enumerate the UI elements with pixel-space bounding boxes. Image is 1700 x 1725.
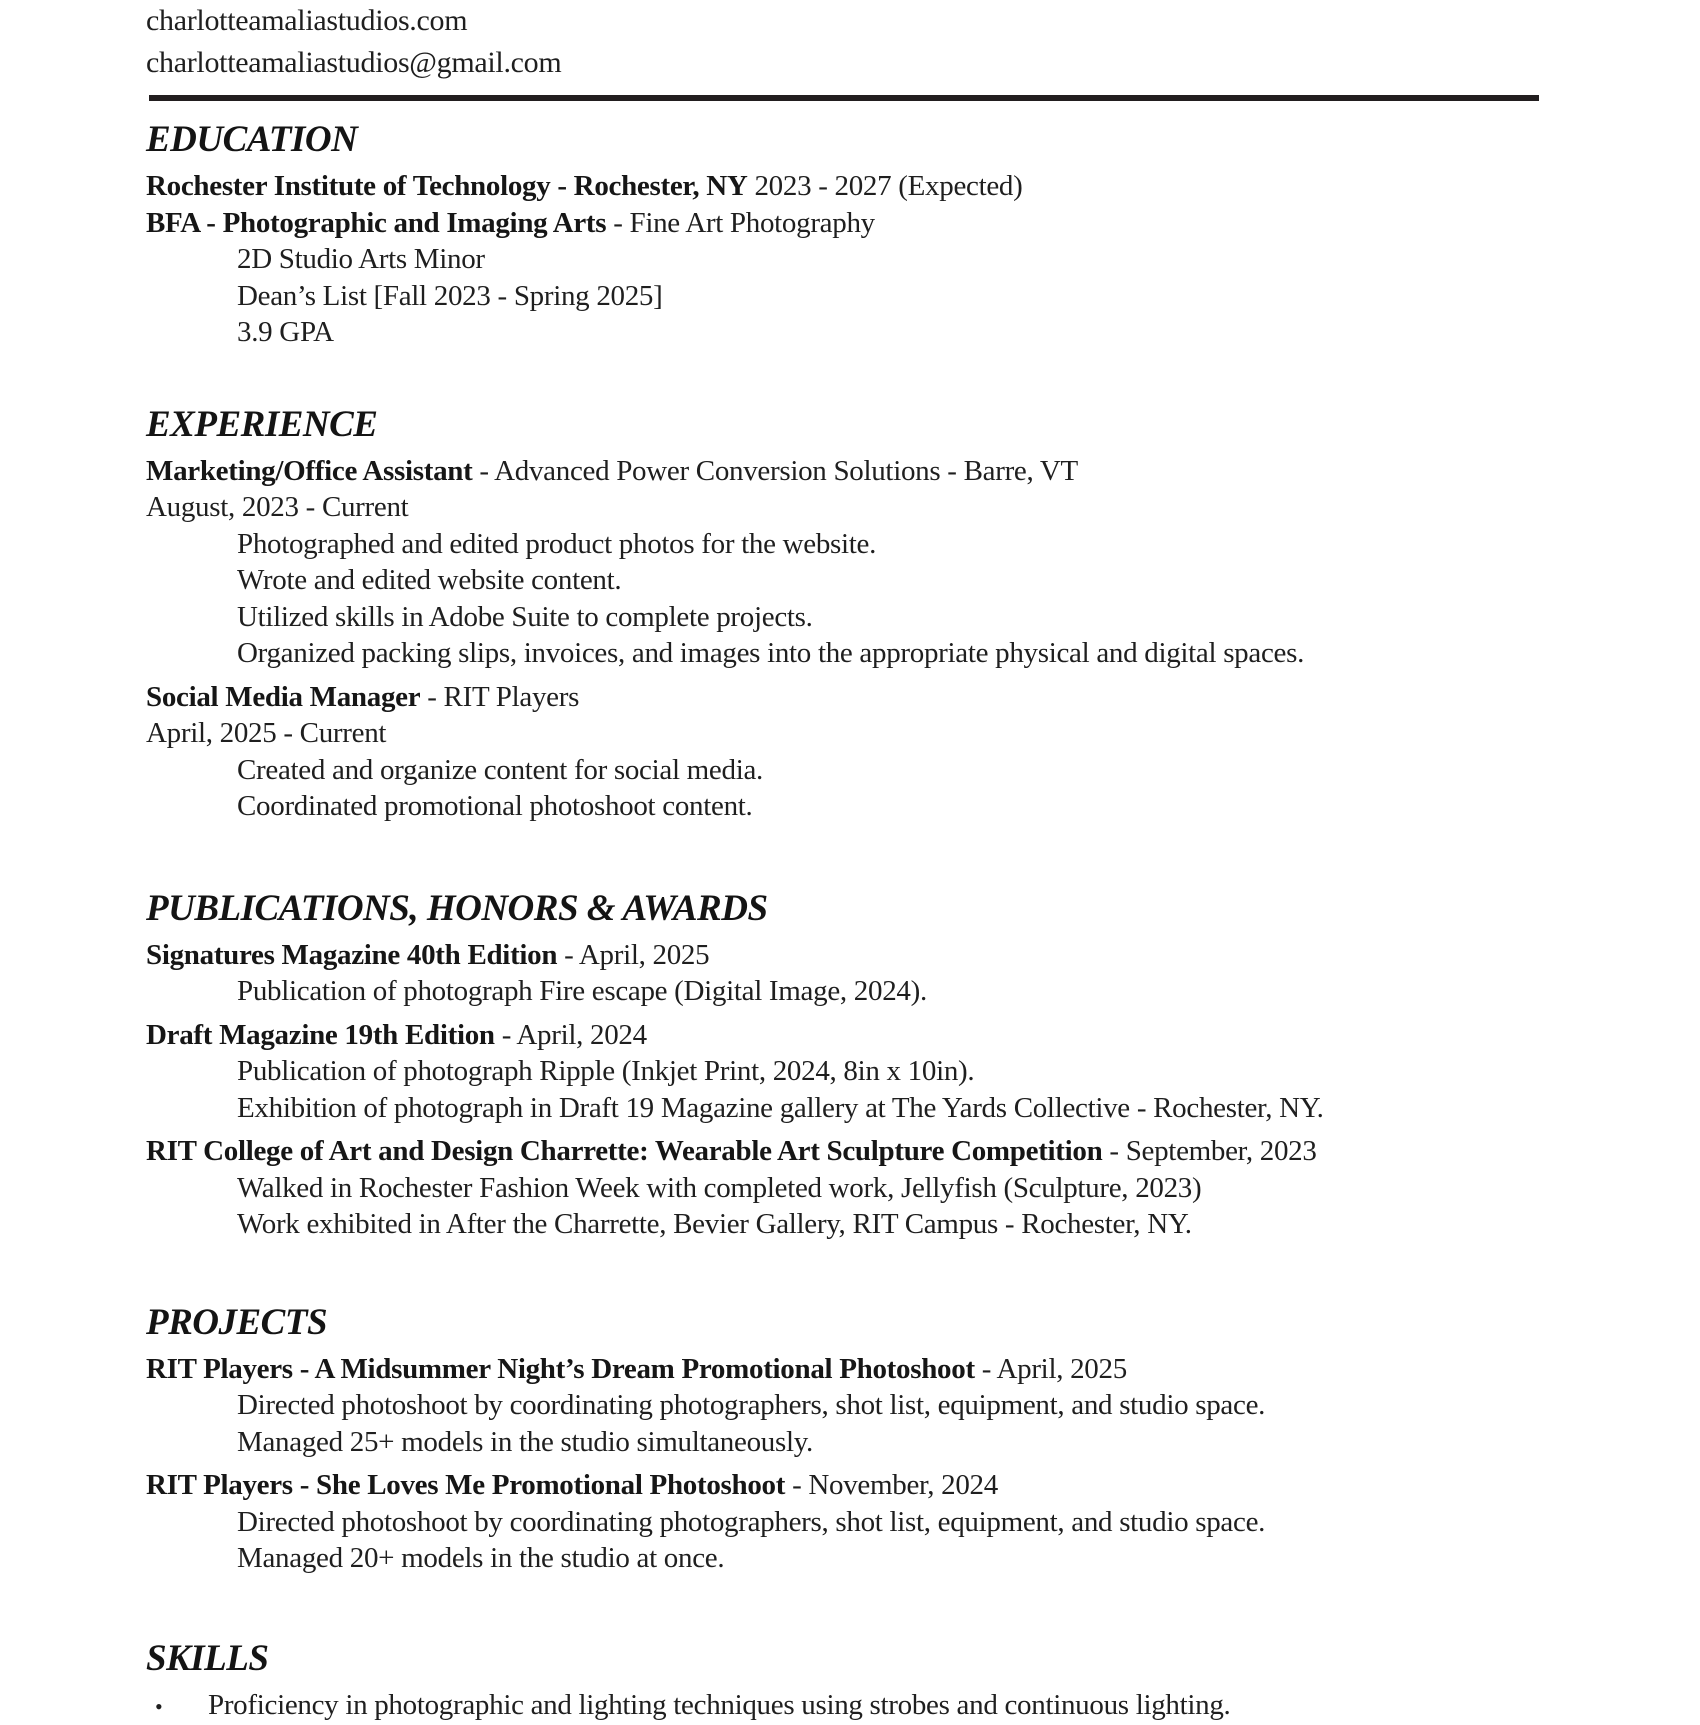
line-text: Wrote and edited website content. xyxy=(237,564,621,596)
line-text: - RIT Players xyxy=(420,681,579,713)
detail-line xyxy=(146,489,1670,526)
section-heading-publications: PUBLICATIONS, HONORS & AWARDS xyxy=(146,887,1670,930)
detail-line xyxy=(146,752,1670,789)
line-text: Work exhibited in After the Charrette, Bevier Gallery, RIT Campus - Rochester, NY. xyxy=(237,1208,1192,1240)
detail-line xyxy=(146,635,1670,672)
line-text: - September, 2023 xyxy=(1102,1135,1316,1167)
line-text: Publication of photograph Ripple (Inkjet Print, 2024, 8in x 10in). xyxy=(237,1055,974,1087)
title-bold-text: Signatures Magazine 40th Edition xyxy=(146,939,557,971)
entry-title-line xyxy=(146,937,1670,974)
detail-line xyxy=(146,562,1670,599)
section-projects xyxy=(146,1301,1670,1577)
entry-title-line xyxy=(146,168,1670,205)
line-text: Managed 20+ models in the studio at once. xyxy=(237,1542,724,1574)
detail-line xyxy=(146,1387,1670,1424)
line-text: Exhibition of photograph in Draft 19 Magazine gallery at The Yards Collective - Rochester, NY. xyxy=(237,1092,1324,1124)
title-bold-text: Social Media Manager xyxy=(146,681,420,713)
detail-line xyxy=(146,599,1670,636)
line-text: - April, 2025 xyxy=(557,939,709,971)
line-text: April, 2025 - Current xyxy=(146,717,386,749)
section-experience xyxy=(146,403,1670,825)
title-bold-text: RIT Players - A Midsummer Night’s Dream Promotional Photoshoot xyxy=(146,1353,975,1385)
skills-entry xyxy=(146,1687,1670,1725)
entry-title-line xyxy=(146,1133,1670,1170)
line-text: 2023 - 2027 (Expected) xyxy=(748,170,1023,202)
line-text: - Fine Art Photography xyxy=(606,207,875,239)
entry-title-line xyxy=(146,1017,1670,1054)
education-entry xyxy=(146,168,1670,351)
line-text: Organized packing slips, invoices, and images into the appropriate physical and digital spaces. xyxy=(237,637,1304,669)
line-text: August, 2023 - Current xyxy=(146,491,408,523)
line-text: 3.9 GPA xyxy=(237,316,334,348)
title-bold-text: Draft Magazine 19th Edition xyxy=(146,1019,495,1051)
publications-entry xyxy=(146,1133,1670,1243)
divider-rule xyxy=(149,95,1539,101)
title-bold-text: Rochester Institute of Technology - Rochester, NY xyxy=(146,170,748,202)
detail-line xyxy=(146,1090,1670,1127)
line-text: Managed 25+ models in the studio simultaneously. xyxy=(237,1426,813,1458)
bullet-line xyxy=(146,1687,1670,1725)
detail-line xyxy=(146,973,1670,1010)
section-education xyxy=(146,118,1670,351)
experience-entry xyxy=(146,679,1670,825)
bullet-icon: • xyxy=(155,1689,208,1725)
title-bold-text: RIT College of Art and Design Charrette: Wearable Art Sculpture Competition xyxy=(146,1135,1102,1167)
detail-line xyxy=(146,241,1670,278)
entry-title-line xyxy=(146,453,1670,490)
detail-line xyxy=(146,278,1670,315)
section-heading-education: EDUCATION xyxy=(146,118,1670,161)
contact-email: charlotteamaliastudios@gmail.com xyxy=(146,42,1670,84)
title-bold-text: BFA - Photographic and Imaging Arts xyxy=(146,207,606,239)
line-text: Coordinated promotional photoshoot content. xyxy=(237,790,752,822)
section-skills xyxy=(146,1637,1670,1725)
resume-sections xyxy=(146,118,1670,1725)
line-text: Directed photoshoot by coordinating photographers, shot list, equipment, and studio space. xyxy=(237,1506,1265,1538)
entry-title-line xyxy=(146,1467,1670,1504)
line-text: Photographed and edited product photos for the website. xyxy=(237,528,876,560)
title-bold-text: Marketing/Office Assistant xyxy=(146,455,472,487)
contact-website: charlotteamaliastudios.com xyxy=(146,0,1670,42)
line-text: - April, 2024 xyxy=(495,1019,647,1051)
detail-line xyxy=(146,788,1670,825)
entry-title-line xyxy=(146,205,1670,242)
publications-entry xyxy=(146,1017,1670,1127)
section-heading-skills: SKILLS xyxy=(146,1637,1670,1680)
section-publications xyxy=(146,887,1670,1243)
line-text: - April, 2025 xyxy=(975,1353,1127,1385)
detail-line xyxy=(146,1504,1670,1541)
detail-line xyxy=(146,1540,1670,1577)
projects-entry xyxy=(146,1351,1670,1461)
detail-line xyxy=(146,314,1670,351)
line-text: Walked in Rochester Fashion Week with completed work, Jellyfish (Sculpture, 2023) xyxy=(237,1172,1201,1204)
publications-entry xyxy=(146,937,1670,1010)
section-heading-projects: PROJECTS xyxy=(146,1301,1670,1344)
line-text: Utilized skills in Adobe Suite to complete projects. xyxy=(237,601,813,633)
detail-line xyxy=(146,1206,1670,1243)
line-text: Created and organize content for social media. xyxy=(237,754,763,786)
entry-title-line xyxy=(146,679,1670,716)
detail-line xyxy=(146,526,1670,563)
detail-line xyxy=(146,1170,1670,1207)
detail-line xyxy=(146,715,1670,752)
line-text: Proficiency in photographic and lighting techniques using strobes and continuous lighting. xyxy=(208,1687,1230,1724)
detail-line xyxy=(146,1424,1670,1461)
title-bold-text: RIT Players - She Loves Me Promotional Photoshoot xyxy=(146,1469,785,1501)
line-text: 2D Studio Arts Minor xyxy=(237,243,485,275)
experience-entry xyxy=(146,453,1670,672)
line-text: - November, 2024 xyxy=(785,1469,998,1501)
entry-title-line xyxy=(146,1351,1670,1388)
line-text: - Advanced Power Conversion Solutions - Barre, VT xyxy=(472,455,1077,487)
line-text: Directed photoshoot by coordinating photographers, shot list, equipment, and studio space. xyxy=(237,1389,1265,1421)
detail-line xyxy=(146,1053,1670,1090)
line-text: Dean’s List [Fall 2023 - Spring 2025] xyxy=(237,280,662,312)
line-text: Publication of photograph Fire escape (Digital Image, 2024). xyxy=(237,975,927,1007)
projects-entry xyxy=(146,1467,1670,1577)
section-heading-experience: EXPERIENCE xyxy=(146,403,1670,446)
